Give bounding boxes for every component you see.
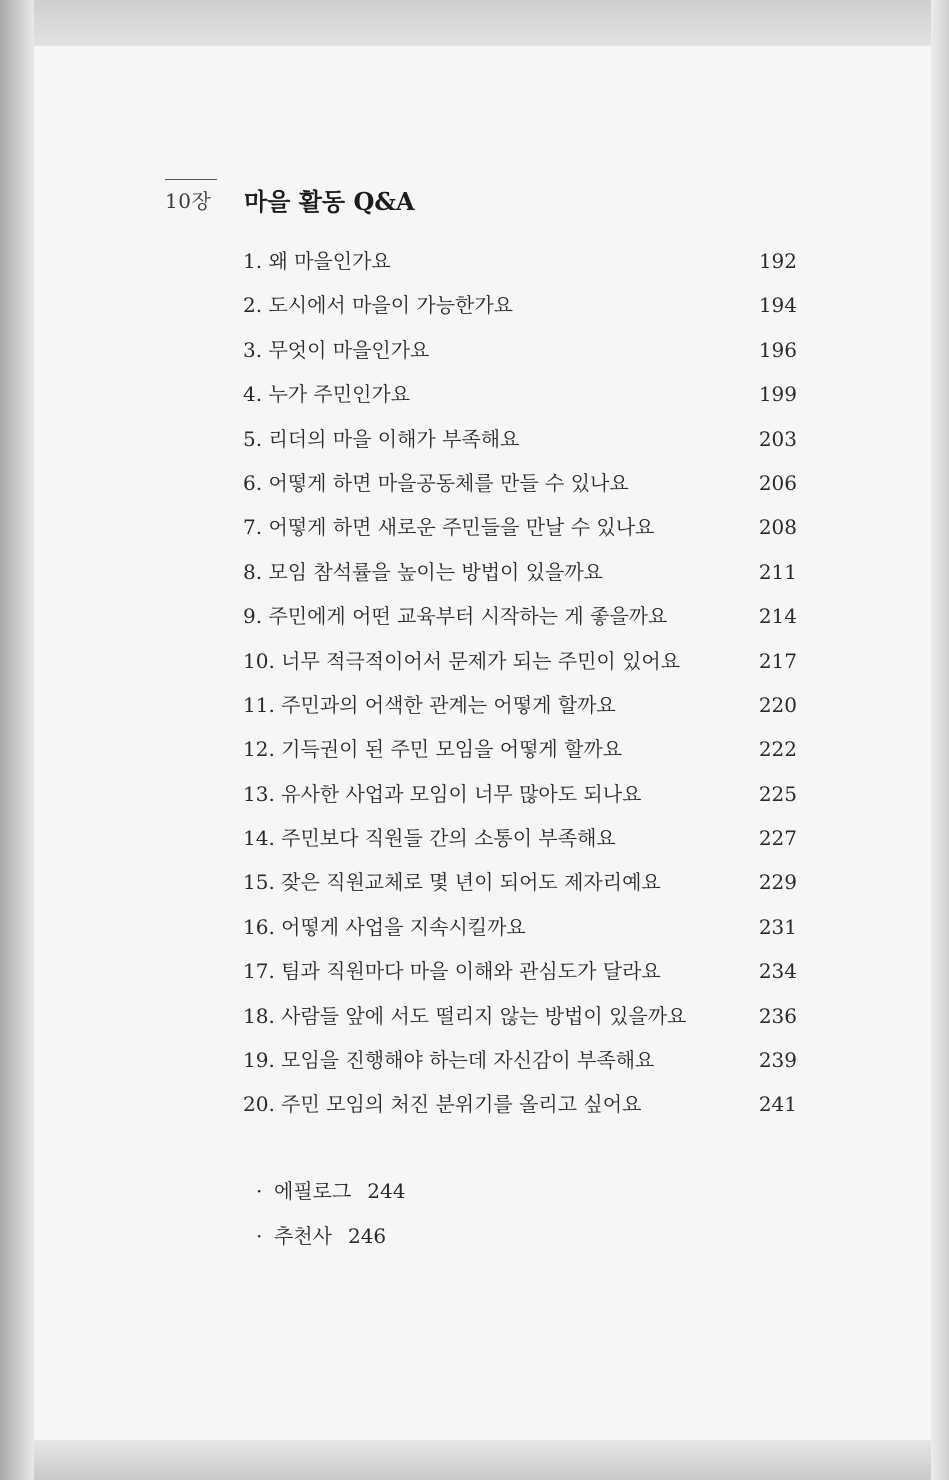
scan-top-edge (0, 0, 949, 46)
toc-entry (243, 468, 803, 512)
appendix-entry (256, 1176, 405, 1221)
appendix-list (256, 1176, 405, 1266)
toc-entry-page-number: 229 (758, 870, 797, 895)
toc-entry-title: 5. 리더의 마을 이해가 부족해요 (243, 426, 520, 451)
chapter-number: 10장 (165, 185, 211, 214)
toc-entry-title: 2. 도시에서 마을이 가능한가요 (243, 293, 513, 318)
toc-entry-title: 18. 사람들 앞에 서도 떨리지 않는 방법이 있을까요 (243, 1003, 687, 1028)
toc-entry (243, 601, 803, 645)
appendix-entry-page-number: 244 (367, 1179, 406, 1203)
appendix-entry (256, 1221, 405, 1266)
toc-entry-page-number: 203 (758, 426, 797, 451)
toc-entry-page-number: 211 (758, 559, 797, 584)
toc-entry-title: 17. 팀과 직원마다 마을 이해와 관심도가 달라요 (243, 959, 661, 984)
toc-entry-title: 1. 왜 마을인가요 (243, 249, 391, 273)
toc-entry-page-number: 220 (758, 692, 797, 717)
table-of-contents (243, 246, 803, 1134)
toc-entry (243, 734, 803, 778)
appendix-entry-title: 에필로그 (274, 1179, 352, 1203)
toc-entry-page-number: 222 (758, 737, 797, 762)
toc-entry-title: 7. 어떻게 하면 새로운 주민들을 만날 수 있나요 (243, 515, 655, 540)
toc-entry (243, 867, 803, 911)
toc-entry (243, 290, 803, 334)
toc-entry-page-number: 225 (758, 781, 797, 806)
toc-entry-title: 8. 모임 참석률을 높이는 방법이 있을까요 (243, 559, 603, 584)
toc-entry (243, 779, 803, 823)
toc-entry (243, 379, 803, 423)
appendix-entry-page-number: 246 (347, 1224, 387, 1248)
bullet-dot: · (256, 1224, 263, 1248)
toc-entry-title: 13. 유사한 사업과 모임이 너무 많아도 되나요 (243, 781, 642, 806)
toc-entry (243, 1089, 803, 1133)
toc-entry (243, 335, 803, 379)
toc-entry-title: 10. 너무 적극적이어서 문제가 되는 주민이 있어요 (243, 648, 681, 673)
toc-entry-title: 3. 무엇이 마을인가요 (243, 337, 430, 362)
toc-entry-page-number: 199 (758, 382, 797, 407)
toc-entry (243, 690, 803, 734)
toc-entry-page-number: 239 (758, 1048, 797, 1073)
toc-entry-page-number: 214 (758, 604, 797, 629)
toc-entry-page-number: 208 (758, 515, 797, 540)
toc-entry (243, 823, 803, 867)
toc-entry (243, 424, 803, 468)
toc-entry-title: 4. 누가 주민인가요 (243, 382, 411, 407)
toc-entry (243, 956, 803, 1000)
toc-entry (243, 512, 803, 556)
toc-entry-title: 16. 어떻게 사업을 지속시킬까요 (243, 914, 526, 939)
scan-binding-shadow (0, 0, 34, 1480)
chapter-title: 마을 활동 Q&A (244, 187, 415, 216)
toc-entry-title: 14. 주민보다 직원들 간의 소통이 부족해요 (243, 826, 616, 851)
toc-entry-page-number: 231 (758, 914, 797, 939)
scan-bottom-edge (0, 1440, 949, 1480)
toc-entry-title: 20. 주민 모임의 처진 분위기를 올리고 싶어요 (243, 1092, 642, 1117)
toc-entry-title: 19. 모임을 진행해야 하는데 자신감이 부족해요 (243, 1048, 655, 1073)
appendix-entry-title: 추천사 (274, 1224, 332, 1248)
toc-entry-title: 6. 어떻게 하면 마을공동체를 만들 수 있나요 (243, 470, 629, 495)
toc-entry-page-number: 236 (758, 1003, 797, 1028)
toc-entry-page-number: 206 (758, 470, 797, 495)
toc-entry (243, 557, 803, 601)
toc-entry-title: 12. 기득권이 된 주민 모임을 어떻게 할까요 (243, 737, 623, 762)
toc-entry (243, 646, 803, 690)
scan-right-edge (931, 0, 949, 1480)
toc-entry-title: 9. 주민에게 어떤 교육부터 시작하는 게 좋을까요 (243, 604, 668, 629)
toc-entry-page-number: 217 (758, 648, 797, 673)
toc-entry-page-number: 196 (758, 337, 797, 362)
bullet-dot: · (256, 1179, 263, 1203)
toc-entry-title: 15. 잦은 직원교체로 몇 년이 되어도 제자리예요 (243, 870, 661, 895)
toc-entry (243, 1045, 803, 1089)
toc-entry-page-number: 194 (758, 293, 797, 318)
toc-entry-page-number: 241 (758, 1092, 797, 1117)
toc-entry-title: 11. 주민과의 어색한 관계는 어떻게 할까요 (243, 692, 616, 717)
toc-entry (243, 246, 803, 290)
toc-entry (243, 912, 803, 956)
toc-entry-page-number: 234 (758, 959, 797, 984)
toc-entry (243, 1001, 803, 1045)
toc-entry-page-number: 227 (758, 826, 797, 851)
toc-entry-page-number: 192 (758, 249, 797, 273)
